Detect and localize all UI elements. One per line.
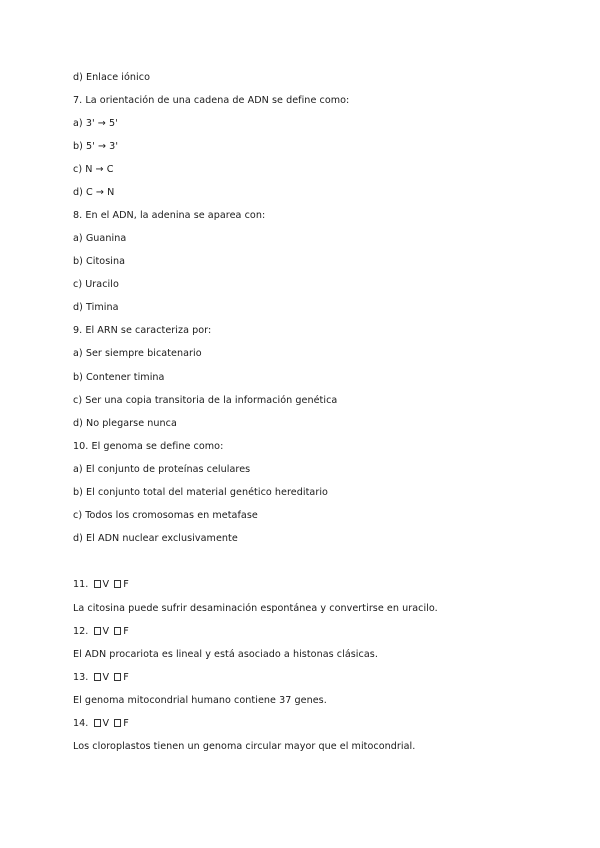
q9-option-a: a) Ser siempre bicatenario (73, 348, 202, 359)
q7-option-c: c) N → C (73, 164, 114, 175)
tf12-v-label: V (102, 626, 110, 637)
tf12-statement: El ADN procariota es lineal y está asociado a histonas clásicas. (73, 649, 378, 660)
tf13-v-label: V (102, 672, 110, 683)
q7-option-d: d) C → N (73, 187, 115, 198)
tf14-v-label: V (102, 718, 110, 729)
q10-option-b: b) El conjunto total del material genético hereditario (73, 487, 328, 498)
tf12-header (73, 626, 129, 638)
q9-option-d: d) No plegarse nunca (73, 418, 177, 429)
tf13-f-checkbox[interactable] (114, 673, 121, 681)
tf14-number: 14. (73, 718, 89, 729)
q8-option-c: c) Uracilo (73, 279, 119, 290)
q9-stem: 9. El ARN se caracteriza por: (73, 325, 212, 336)
q10-option-a: a) El conjunto de proteínas celulares (73, 464, 251, 475)
q7-option-a: a) 3' → 5' (73, 118, 118, 129)
tf12-f-checkbox[interactable] (114, 627, 121, 635)
tf14-header (73, 718, 129, 730)
tf14-v-checkbox[interactable] (94, 719, 101, 727)
tf11-number: 11. (73, 579, 89, 590)
tf11-v-label: V (102, 579, 110, 590)
tf11-f-label: F (123, 579, 129, 590)
q8-option-a: a) Guanina (73, 233, 127, 244)
tf12-number: 12. (73, 626, 89, 637)
q6-option-d: d) Enlace iónico (73, 72, 151, 83)
q9-option-b: b) Contener timina (73, 372, 165, 383)
q10-option-c: c) Todos los cromosomas en metafase (73, 510, 258, 521)
q8-option-d: d) Timina (73, 302, 119, 313)
tf13-number: 13. (73, 672, 89, 683)
q9-option-c: c) Ser una copia transitoria de la información genética (73, 395, 338, 406)
q7-stem: 7. La orientación de una cadena de ADN se define como: (73, 95, 350, 106)
q10-option-d: d) El ADN nuclear exclusivamente (73, 533, 238, 544)
tf11-v-checkbox[interactable] (94, 580, 101, 588)
tf11-statement: La citosina puede sufrir desaminación espontánea y convertirse en uracilo. (73, 603, 438, 614)
tf11-f-checkbox[interactable] (114, 580, 121, 588)
tf14-f-label: F (123, 718, 129, 729)
tf12-f-label: F (123, 626, 129, 637)
tf12-v-checkbox[interactable] (94, 627, 101, 635)
tf14-f-checkbox[interactable] (114, 719, 121, 727)
tf13-v-checkbox[interactable] (94, 673, 101, 681)
tf13-header (73, 672, 129, 684)
tf14-statement: Los cloroplastos tienen un genoma circular mayor que el mitocondrial. (73, 741, 416, 752)
q10-stem: 10. El genoma se define como: (73, 441, 224, 452)
q8-option-b: b) Citosina (73, 256, 126, 267)
q8-stem: 8. En el ADN, la adenina se aparea con: (73, 210, 266, 221)
tf11-header (73, 579, 129, 591)
q7-option-b: b) 5' → 3' (73, 141, 119, 152)
tf13-statement: El genoma mitocondrial humano contiene 37 genes. (73, 695, 327, 706)
tf13-f-label: F (123, 672, 129, 683)
